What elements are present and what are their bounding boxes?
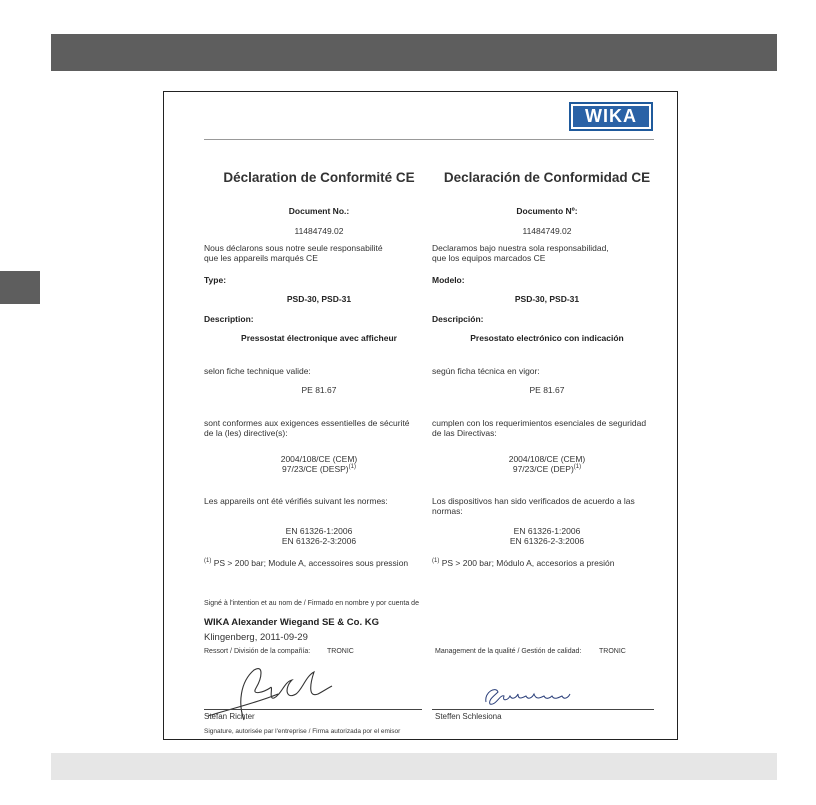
french-doc-label: Document No.:	[288, 206, 350, 216]
signature-line-left	[204, 709, 422, 710]
footer-bar	[51, 753, 777, 780]
french-requirements-line2: de la (les) directive(s):	[204, 428, 288, 438]
signature-line-right	[432, 709, 654, 710]
french-type-value: PSD-30, PSD-31	[286, 294, 352, 304]
french-description-value: Pressostat électronique avec afficheur	[241, 333, 397, 343]
spanish-intro-line2: que los equipos marcados CE	[432, 253, 546, 263]
header-bar	[51, 34, 777, 71]
french-footnote-text: PS > 200 bar; Module A, accessoires sous pression	[213, 558, 409, 568]
french-directive-2-footnote: (1)	[348, 464, 356, 471]
spanish-directive-2-text: 97/23/CE (DEP)	[512, 464, 574, 474]
spanish-intro-line1: Declaramos bajo nuestra sola responsabilidad,	[432, 243, 609, 253]
place-date: Klingenberg, 2011-09-29	[204, 632, 308, 643]
french-datasheet-label: selon fiche technique valide:	[204, 366, 311, 376]
spanish-directive-1: 2004/108/CE (CEM)	[508, 454, 586, 464]
signature-right	[482, 682, 572, 710]
spanish-footnote	[432, 558, 614, 568]
french-title: Déclaration de Conformité CE	[223, 170, 415, 185]
french-description-label: Description:	[204, 314, 254, 324]
certificate-document	[163, 91, 678, 740]
french-footnote-mark: (1)	[204, 558, 212, 565]
wika-logo-text: WIKA	[573, 106, 649, 127]
spanish-norm-1: EN 61326-1:2006	[513, 526, 581, 536]
spanish-datasheet-value: PE 81.67	[529, 385, 565, 395]
wika-logo	[569, 102, 653, 131]
company-name: WIKA Alexander Wiegand SE & Co. KG	[204, 617, 379, 628]
spanish-doc-number: 11484749.02	[522, 226, 572, 236]
french-datasheet-value: PE 81.67	[301, 385, 337, 395]
french-footnote	[204, 558, 408, 568]
spanish-norms-line2: normas:	[432, 506, 463, 516]
division-value: TRONIC	[327, 648, 354, 655]
signer-left: Stefan Richter	[204, 712, 255, 721]
signer-right: Steffen Schlesiona	[435, 712, 502, 721]
spanish-directive-2-footnote: (1)	[573, 464, 582, 471]
spanish-type-label: Modelo:	[432, 275, 465, 285]
french-directive-2-text: 97/23/CE (DESP)	[282, 464, 349, 474]
french-doc-number: 11484749.02	[294, 226, 344, 236]
french-intro-line2: que les appareils marqués CE	[204, 253, 318, 263]
french-norms-label: Les appareils ont été vérifiés suivant les normes:	[204, 496, 388, 506]
french-directive-1: 2004/108/CE (CEM)	[280, 454, 358, 464]
spanish-requirements-line1: cumplen con los requerimientos esenciales de seguridad	[432, 418, 647, 428]
french-intro-line1: Nous déclarons sous notre seule responsabilité	[204, 243, 383, 253]
french-requirements-line1: sont conformes aux exigences essentielles de sécurité	[204, 418, 410, 428]
spanish-title: Declaración de Conformidad CE	[443, 170, 651, 185]
spanish-doc-label: Documento Nº:	[516, 206, 578, 216]
french-norm-1: EN 61326-1:2006	[285, 526, 353, 536]
spanish-requirements-line2: de las Directivas:	[432, 428, 497, 438]
spanish-description-label: Descripción:	[432, 314, 484, 324]
header-rule	[204, 139, 654, 140]
spanish-norm-2: EN 61326-2-3:2006	[509, 536, 585, 546]
french-directive-2	[204, 464, 434, 474]
spanish-directive-2	[432, 464, 662, 474]
spanish-description-value: Presostato electrónico con indicación	[470, 333, 624, 343]
spanish-norms-line1: Los dispositivos han sido verificados de acuerdo a las	[432, 496, 635, 506]
signature-caption: Signature, autorisée par l'entreprise / Firma autorizada por el emisor	[204, 728, 401, 735]
signed-on-behalf: Signé à l'intention et au nom de / Firmado en nombre y por cuenta de	[204, 600, 419, 607]
side-tab	[0, 271, 40, 304]
quality-value: TRONIC	[599, 648, 626, 655]
division-label: Ressort / División de la compañía:	[204, 648, 311, 655]
french-norm-2: EN 61326-2-3:2006	[281, 536, 357, 546]
french-type-label: Type:	[204, 275, 227, 285]
quality-label: Management de la qualité / Gestión de calidad:	[435, 648, 582, 655]
spanish-datasheet-label: según ficha técnica en vigor:	[432, 366, 540, 376]
spanish-footnote-text: PS > 200 bar; Módulo A, accesorios a presión	[441, 558, 615, 568]
spanish-footnote-mark: (1)	[432, 558, 440, 565]
spanish-type-value: PSD-30, PSD-31	[514, 294, 580, 304]
